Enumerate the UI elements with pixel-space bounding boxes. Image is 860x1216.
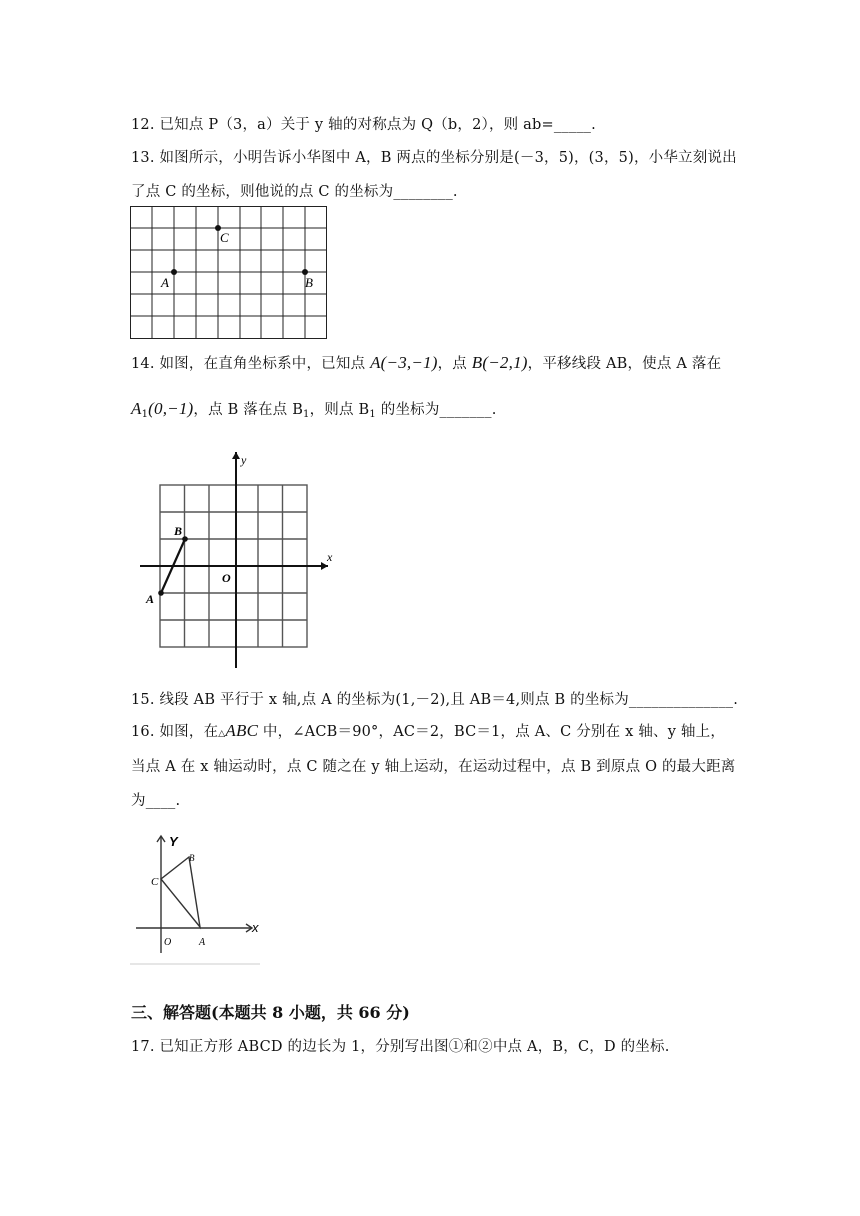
q16-text-a: 16. 如图，在: [131, 724, 219, 740]
question-16-line-3: 为____.: [131, 793, 181, 809]
q14-text-f: 的坐标为_______.: [375, 402, 497, 418]
label-o: O: [164, 937, 172, 948]
question-16-line-1: [131, 720, 725, 741]
label-y-axis: Y: [169, 834, 178, 849]
label-x: x: [327, 550, 333, 564]
label-o: O: [222, 571, 231, 585]
question-13-line-1: 13. 如图所示，小明告诉小华图中 A，B 两点的坐标分别是(－3，5)，(3，5)，小华立刻说出: [131, 150, 737, 166]
q16-text-b: 中，∠ACB＝90°，AC＝2，BC＝1，点 A、C 分别在 x 轴、y 轴上，: [258, 724, 726, 740]
point-b: [182, 536, 188, 542]
label-b: B: [305, 275, 313, 290]
point-a-coord: A(−3,−1): [370, 353, 438, 372]
question-14-coordinate-figure: [140, 450, 340, 670]
question-16-line-2: 当点 A 在 x 轴运动时，点 C 随之在 y 轴上运动，在运动过程中，点 B 到原点 O 的最大距离: [131, 759, 736, 775]
question-15: 15. 线段 AB 平行于 x 轴,点 A 的坐标为(1,－2),且 AB＝4,则点 B 的坐标为______________.: [131, 692, 739, 708]
triangle-symbol: △: [218, 729, 226, 739]
question-17: 17. 已知正方形 ABCD 的边长为 1，分别写出图①和②中点 A，B，C，D 的坐标.: [131, 1039, 670, 1055]
point-a: [171, 269, 177, 275]
question-13-line-2: 了点 C 的坐标，则他说的点 C 的坐标为________.: [131, 184, 458, 200]
q14-text-e: ，则点 B: [309, 402, 370, 418]
b1-subscript-2: 1: [369, 409, 376, 420]
label-a: A: [161, 275, 169, 290]
a1-subscript: 1: [141, 409, 149, 420]
q14-text-d: ，点 B 落在点 B: [193, 402, 304, 418]
q14-text-b: ，点: [437, 356, 472, 372]
label-b: B: [189, 853, 195, 863]
label-x-axis: x: [252, 920, 259, 935]
q14-text-c: ，平移线段 AB，使点 A 落在: [527, 356, 722, 372]
question-14-line-2: [131, 398, 497, 420]
label-c: C: [220, 230, 229, 245]
label-y: y: [241, 453, 247, 467]
point-a: [158, 590, 164, 596]
point-a1-coord: (0,−1): [148, 399, 194, 418]
question-16-figure: [130, 828, 265, 968]
q14-text-a: 14. 如图，在直角坐标系中，已知点: [131, 356, 371, 372]
label-c: C: [151, 876, 159, 888]
label-b: B: [174, 524, 183, 538]
point-b-coord: B(−2,1): [471, 353, 528, 372]
point-a1: A: [131, 399, 142, 418]
question-12: 12. 已知点 P（3，a）关于 y 轴的对称点为 Q（b，2），则 ab=_____.: [131, 117, 596, 133]
label-a: A: [146, 592, 155, 606]
b1-subscript: 1: [303, 409, 310, 420]
triangle-abc: ABC: [225, 721, 259, 740]
section-3-heading: 三、解答题(本题共 8 小题，共 66 分): [131, 1003, 410, 1022]
label-a: A: [199, 937, 206, 948]
question-14-line-1: [131, 352, 721, 373]
question-13-grid-figure: [130, 206, 328, 340]
